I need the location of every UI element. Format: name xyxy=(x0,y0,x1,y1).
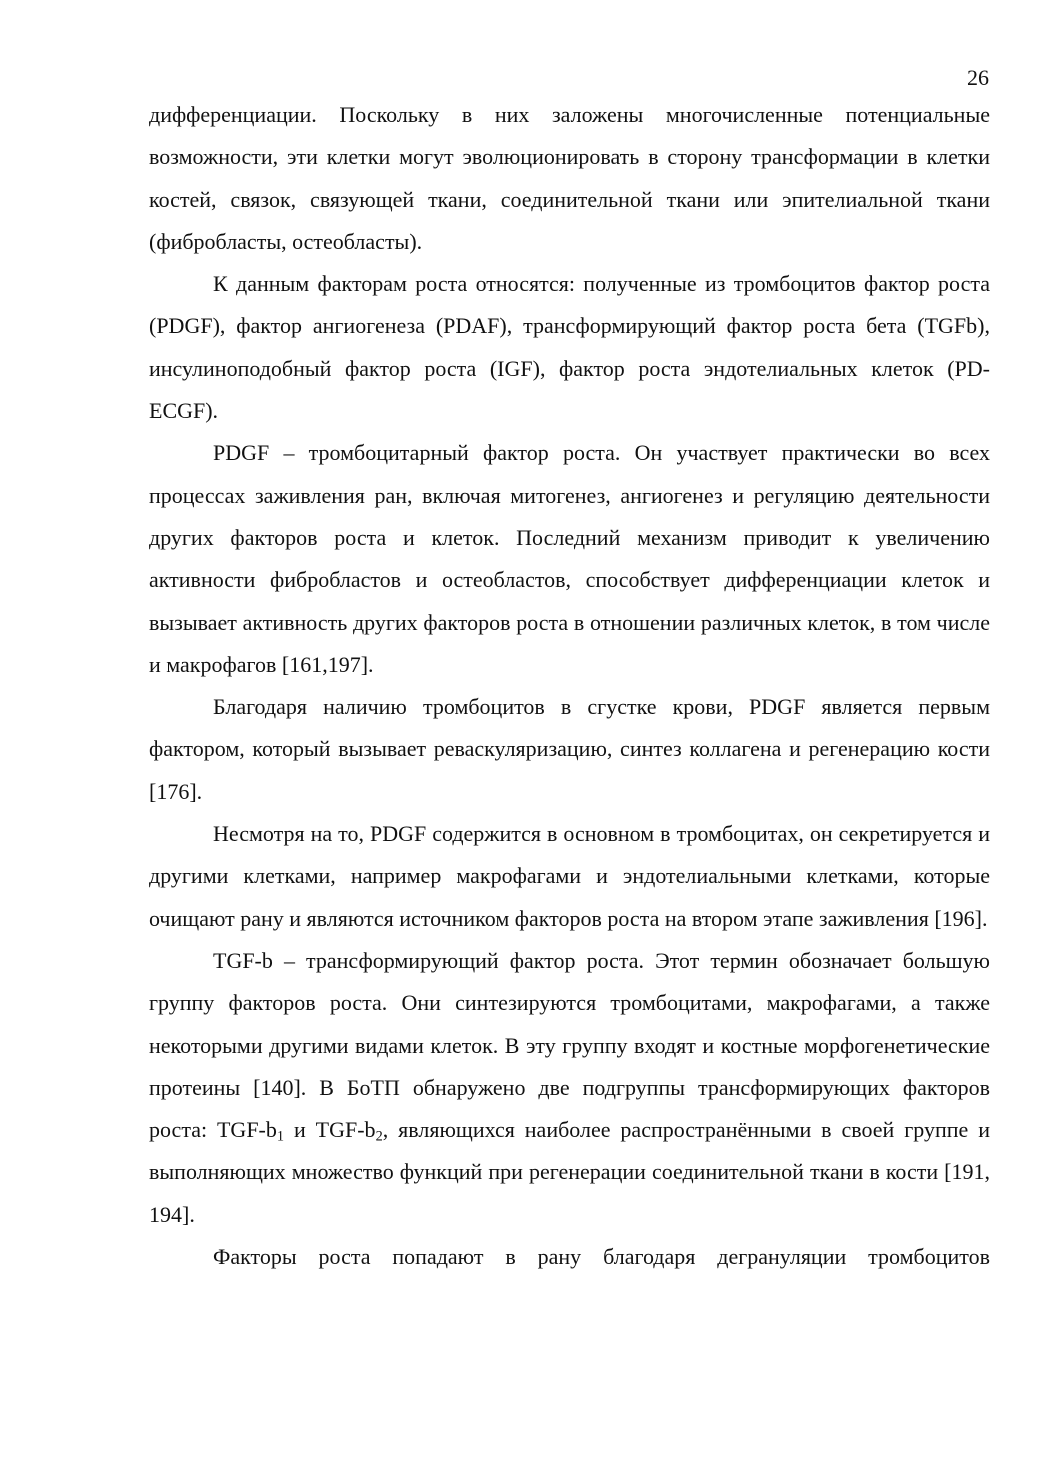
tgf-text-part-3: , являющихся наиболее распространёнными в своей группе и выполняющих множество функций при регенерации соединительной ткани в кости [191, 194]. xyxy=(149,1117,990,1227)
tgf-text-part-2: и TGF-b xyxy=(284,1117,376,1143)
tgf-subscript-2: 2 xyxy=(375,1128,383,1145)
paragraph-pdgf: PDGF – тромбоцитарный фактор роста. Он участвует практически во всех процессах заживления ран, включая митогенез, ангиогенез и регуляцию деятельности других факторов роста и клеток. Последний механизм приводит к увеличению активности фибробластов и остеобластов, способствует дифференциации клеток и вызывает активность других факторов роста в отношении различных клеток, в том числе и макрофагов [161,197]. xyxy=(149,440,990,677)
paragraph-pdgf-secretion: Несмотря на то, PDGF содержится в основном в тромбоцитах, он секретируется и другими клетками, например макрофагами и эндотелиальными клетками, которые очищают рану и являются источником факторов роста на втором этапе заживления [196]. xyxy=(149,821,990,931)
paragraph-growth-factors-list: К данным факторам роста относятся: полученные из тромбоцитов фактор роста (PDGF), фактор ангиогенеза (PDAF), трансформирующий фактор роста бета (TGFb), инсулиноподобный фактор роста (IGF), фактор роста эндотелиальных клеток (PD-ECGF). xyxy=(149,271,990,424)
paragraph-tgf-b xyxy=(149,940,990,1236)
tgf-subscript-1: 1 xyxy=(276,1128,285,1145)
paragraph-degranulation: Факторы роста попадают в рану благодаря дегрануляции тромбоцитов xyxy=(213,1244,990,1270)
page-number: 26 xyxy=(967,65,989,90)
paragraph-differentiation: дифференциации. Поскольку в них заложены многочисленные потенциальные возможности, эти клетки могут эволюционировать в сторону трансформации в клетки костей, связок, связующей ткани, соединительной ткани или эпителиальной ткани (фибробласты, остеобласты). xyxy=(149,102,990,254)
body-text xyxy=(149,94,990,1278)
tgf-text-part-1: TGF-b – трансформирующий фактор роста. Этот термин обозначает большую группу факторов роста. Они синтезируются тромбоцитами, макрофагами, а также некоторыми другими видами клеток. В эту группу входят и костные морфогенетические протеины [140]. В БоТП обнаружено две подгруппы трансформирующих факторов роста: TGF-b xyxy=(149,947,990,1143)
paragraph-pdgf-first-factor: Благодаря наличию тромбоцитов в сгустке крови, PDGF является первым фактором, который вызывает реваскуляризацию, синтез коллагена и регенерацию кости [176]. xyxy=(149,694,990,804)
